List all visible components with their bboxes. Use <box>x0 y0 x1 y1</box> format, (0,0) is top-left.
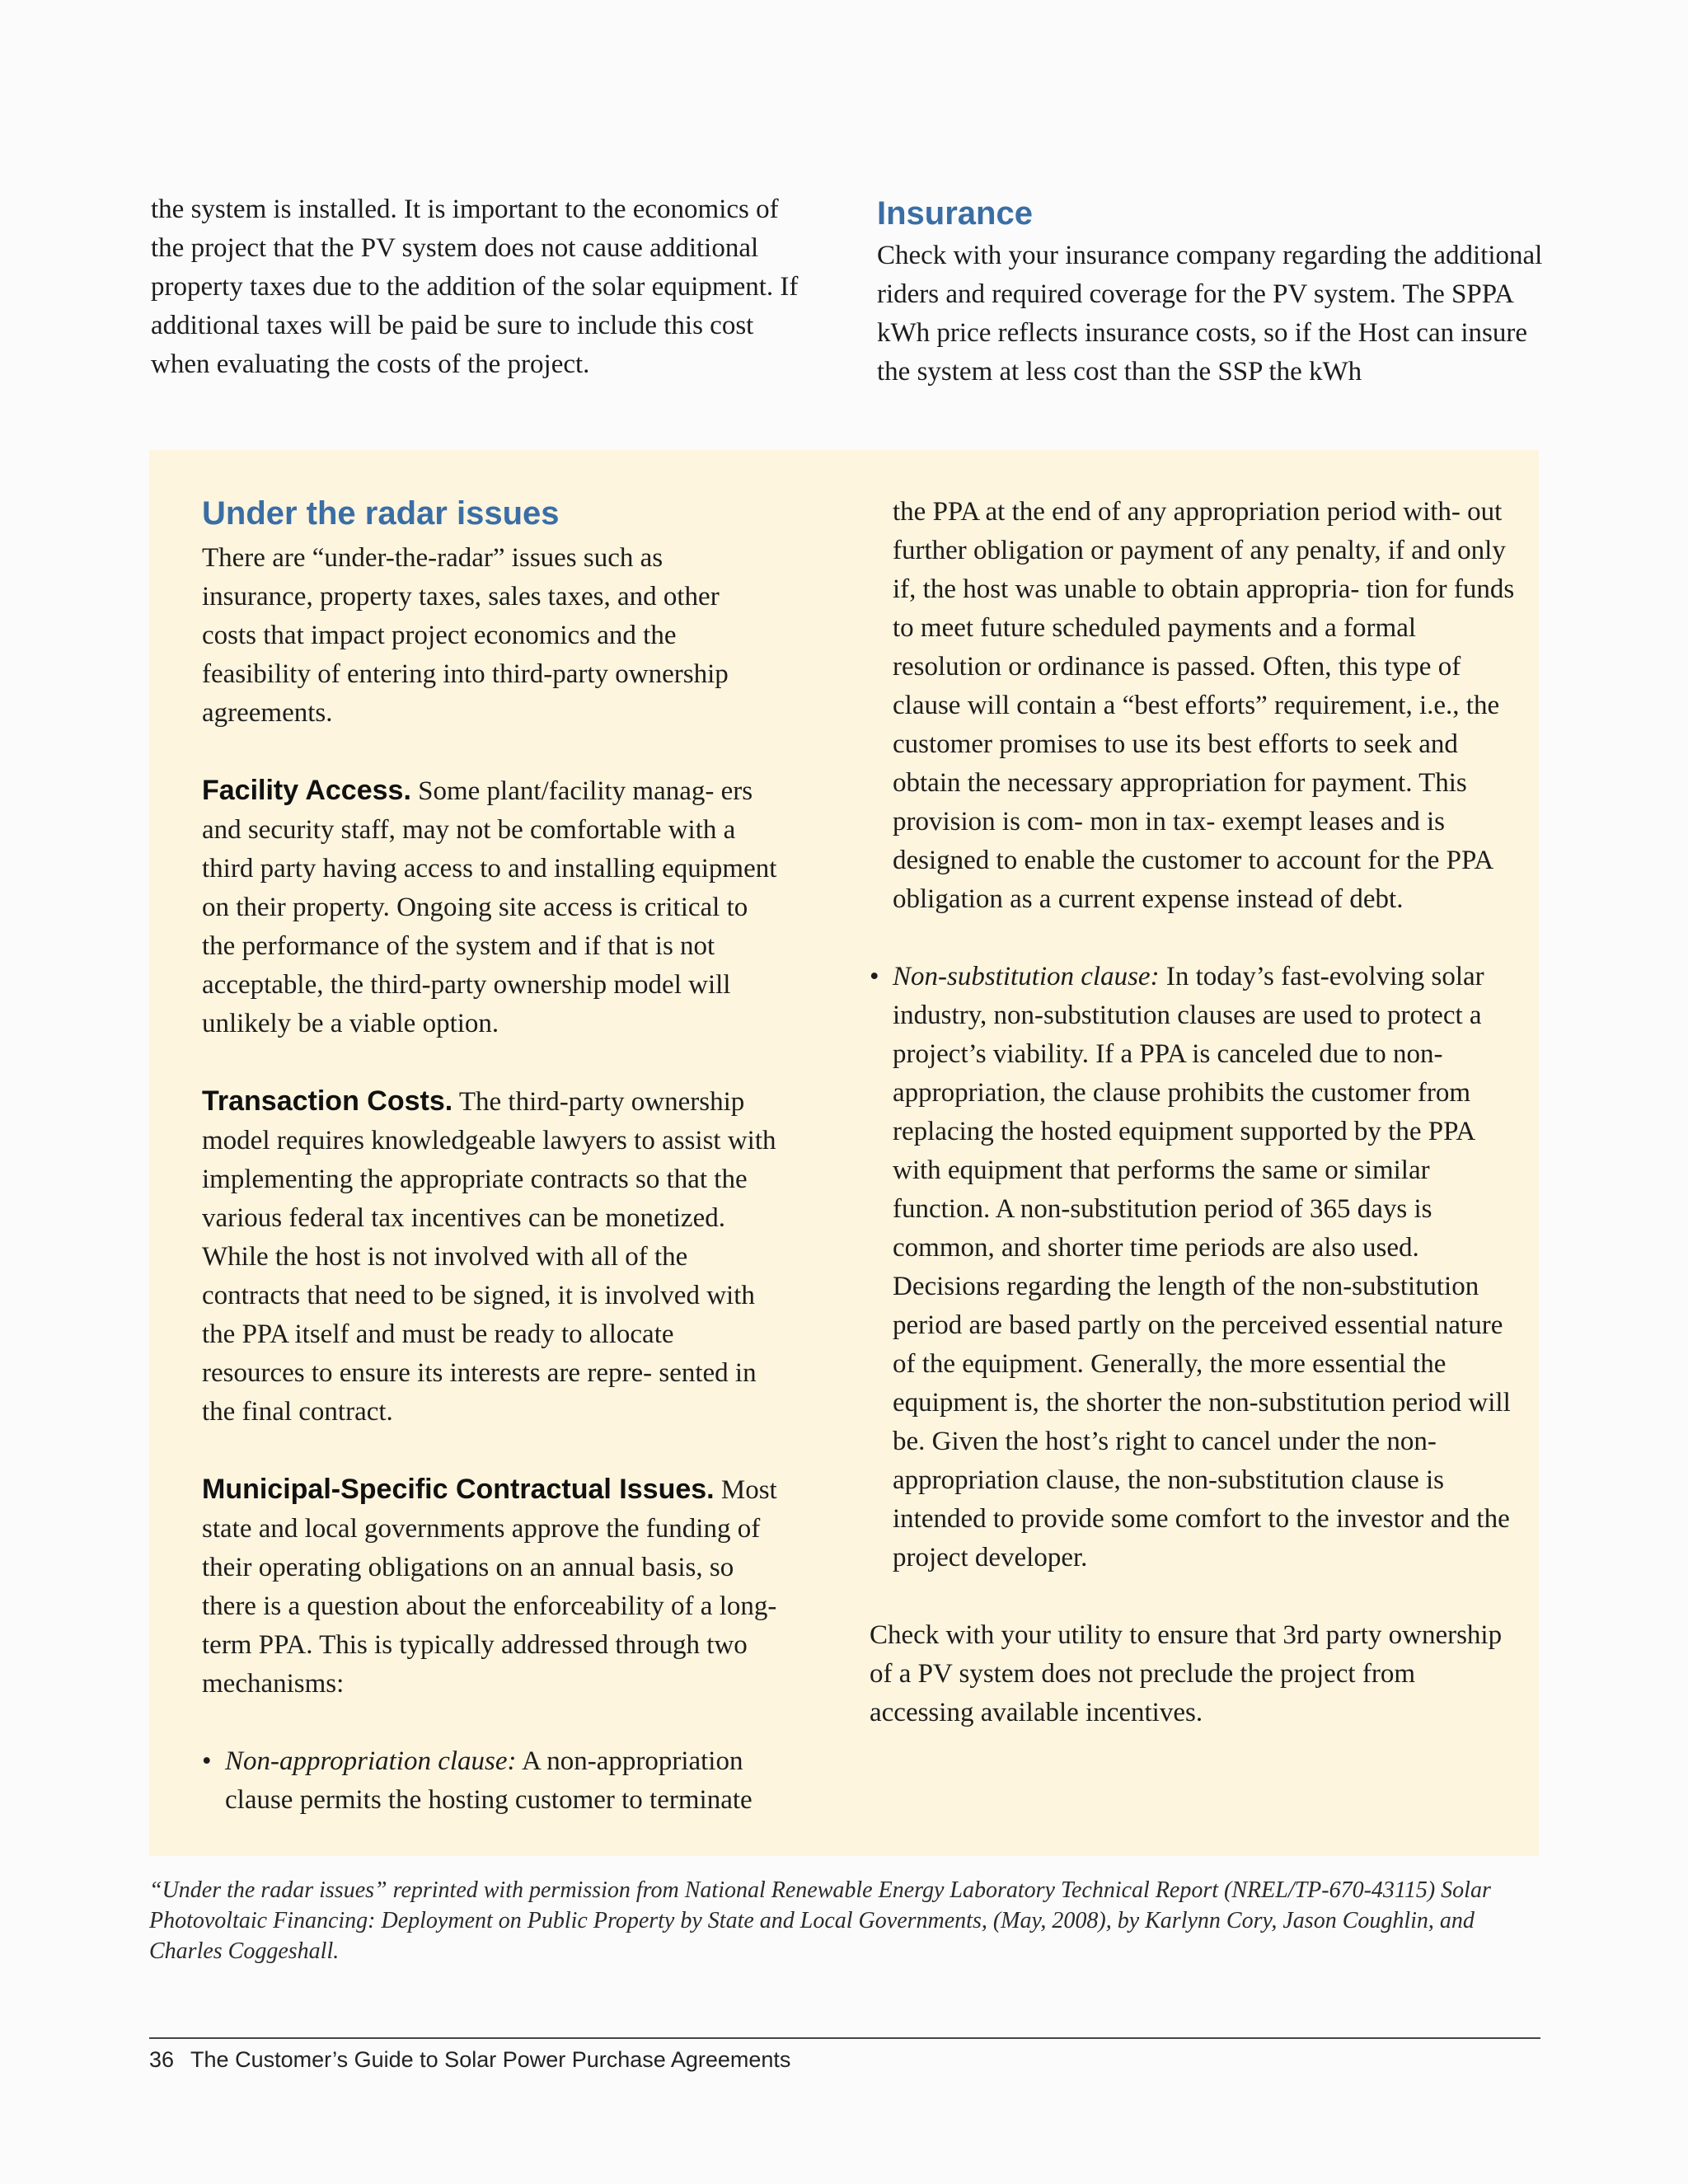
sidebar-left-column <box>202 493 779 1820</box>
insurance-heading: Insurance <box>877 195 1033 232</box>
insurance-section <box>877 190 1553 391</box>
transaction-costs-paragraph <box>202 1082 779 1432</box>
under-the-radar-sidebar <box>149 450 1539 1856</box>
reprint-credit: “Under the radar issues” reprinted with permission from National Renewable Energy Laboratory Technical Report (NREL/TP-670-43115) Solar Photovoltaic Financing: Deployment on Public Property by State and Local Governments, (May, 2008), by Karlynn Cory, Jason Coughlin, and Charles Coggeshall. <box>149 1877 1491 1964</box>
property-tax-paragraph: the system is installed. It is important to the economics of the project that the PV system does not cause additional property taxes due to the addition of the solar equipment. If additional taxes will be paid be sure to include this cost when evaluating the costs of the project. <box>151 194 799 379</box>
footer-divider <box>149 2037 1540 2039</box>
municipal-text: Most state and local governments approve the funding of their operating obligations on an annual basis, so there is a question about the enforceability of a long-term PPA. This is typically addressed through two mechanisms: <box>202 1475 777 1699</box>
top-left-column <box>151 190 810 384</box>
bullet-marker: • <box>202 1746 212 1776</box>
transaction-costs-text: The third-party ownership model requires knowledgeable lawyers to assist with implementing the appropriate contracts so that the various federal tax incentives can be monetized. While the host is not involved with all of the contracts that need to be signed, it is involved with the PPA itself and must be ready to allocate resources to ensure its interests are repre- sented in the final contract. <box>202 1087 776 1427</box>
non-appropriation-bullet <box>202 1742 779 1820</box>
non-substitution-text: In today’s fast-evolving solar industry, non-substitution clauses are used to protect a project’s viability. If a PPA is canceled due to non-appropriation, the clause prohibits the customer from replacing the hosted equipment supported by the PPA with equipment that performs the same or similar function. A non-substitution period of 365 days is common, and shorter time periods are also used. Decisions regarding the length of the non-substitution period are based partly on the perceived essential nature of the equipment. Generally, the more essential the equipment is, the shorter the non-substitution period will be. Given the host’s right to cancel under the non- appropriation clause, the non-substitution clause is intended to provide some comfort to the investor and the project developer. <box>893 962 1511 1572</box>
sidebar-heading: Under the radar issues <box>202 495 560 532</box>
sidebar-intro: There are “under-the-radar” issues such as insurance, property taxes, sales taxes, and other costs that impact project economics and the feasibility of entering into third-party ownership agreements. <box>202 543 729 728</box>
footer-title: The Customer’s Guide to Solar Power Purchase Agreements <box>190 2047 791 2072</box>
transaction-costs-title: Transaction Costs. <box>202 1085 453 1117</box>
non-appropriation-continued: the PPA at the end of any appropriation period with- out further obligation or payment of any penalty, if and only if, the host was unable to obtain appropria- tion for funds to meet future scheduled payments and a formal resolution or ordinance is passed. Often, this type of clause will contain a “best efforts” requirement, i.e., the customer promises to use its best efforts to seek and obtain the necessary appropriation for payment. This provision is com- mon in tax- exempt leases and is designed to enable the customer to account for the PPA obligation as a current expense instead of debt. <box>893 497 1515 914</box>
page-footer <box>149 2045 790 2074</box>
non-substitution-label: Non-substitution clause: <box>893 962 1160 991</box>
facility-access-paragraph <box>202 771 779 1043</box>
utility-check-paragraph: Check with your utility to ensure that 3rd party ownership of a PV system does not preclude the project from accessing available incentives. <box>870 1620 1503 1727</box>
insurance-paragraph: Check with your insurance company regarding the additional riders and required coverage for the PV system. The SPPA kWh price reflects insurance costs, so if the Host can insure the system at less cost than the SSP the kWh <box>877 241 1543 387</box>
page-number: 36 <box>149 2047 175 2072</box>
non-substitution-bullet <box>870 958 1521 1577</box>
municipal-title: Municipal-Specific Contractual Issues. <box>202 1474 715 1505</box>
facility-access-text: Some plant/facility manag- ers and security staff, may not be comfortable with a third party having access to and installing equipment on their property. Ongoing site access is critical to the performance of the system and if that is not acceptable, the third-party ownership model will unlikely be a viable option. <box>202 776 777 1038</box>
non-appropriation-label: Non-appropriation clause: <box>225 1746 517 1776</box>
sidebar-right-column <box>870 493 1521 1732</box>
bullet-marker: • <box>870 962 879 991</box>
non-appropriation-text-start: A non-appropriation clause permits the hosting customer to terminate <box>225 1746 753 1815</box>
municipal-paragraph <box>202 1470 779 1704</box>
facility-access-title: Facility Access. <box>202 775 411 806</box>
